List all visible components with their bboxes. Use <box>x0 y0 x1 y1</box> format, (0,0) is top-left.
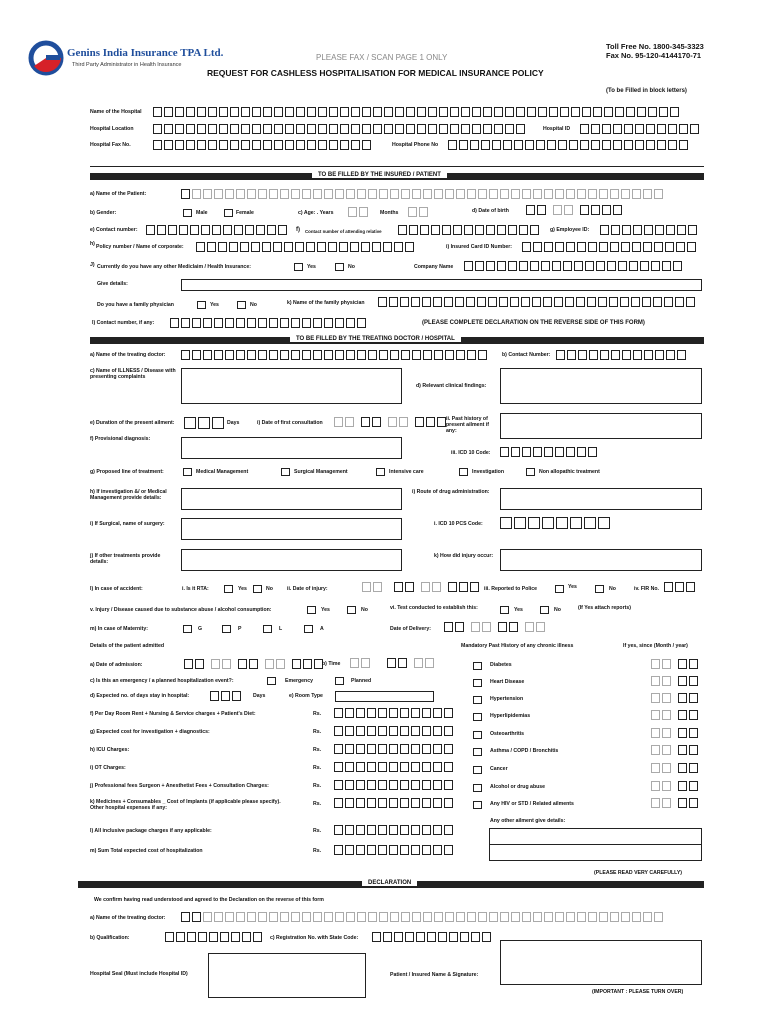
chronic-item-checkbox[interactable] <box>473 784 482 792</box>
medical-management-label: Medical Management <box>196 469 249 475</box>
doctor-contact-field[interactable] <box>556 350 688 360</box>
contact-if-any-field[interactable] <box>170 318 368 328</box>
maternity-g-label: G <box>198 626 203 632</box>
rta-yes-label: Yes <box>238 586 247 592</box>
emergency-checkbox[interactable] <box>267 677 276 685</box>
surgery-name-label: i) If Surgical, name of surgery: <box>90 521 165 527</box>
company-tagline: Third Party Administrator in Health Insurance <box>72 62 182 68</box>
investigation-details-label: h) If investigation &/ or Medical Management provide details: <box>90 489 167 501</box>
non-allopathic-label: Non allopathic treatment <box>539 469 600 475</box>
relative-contact-label: Contact number of attending relative <box>305 229 382 234</box>
icd10-label: iii. ICD 10 Code: <box>451 450 491 456</box>
other-insurance-no-checkbox[interactable] <box>335 263 344 271</box>
divider-line <box>90 166 704 167</box>
icd10-pcs-field[interactable] <box>500 517 612 529</box>
planned-label: Planned <box>351 678 372 684</box>
substance-yes-checkbox[interactable] <box>307 606 316 614</box>
dob-label: d) Date of birth <box>472 208 509 214</box>
clinical-findings-field[interactable] <box>500 368 702 404</box>
section-bar-insured <box>90 173 704 180</box>
chronic-since-field[interactable] <box>651 693 700 703</box>
admitted-details-title: Details of the patient admitted <box>90 643 165 649</box>
family-physician-name-field[interactable] <box>378 297 697 307</box>
chronic-item-checkbox[interactable] <box>473 679 482 687</box>
section-title-declaration: DECLARATION <box>362 880 417 886</box>
chronic-item-label: Diabetes <box>490 662 512 668</box>
maternity-p-checkbox[interactable] <box>222 625 231 633</box>
age-months-field[interactable] <box>408 207 430 217</box>
rta-yes-checkbox[interactable] <box>224 585 233 593</box>
date-of-injury-label: ii. Date of injury: <box>287 586 328 592</box>
injury-occur-field[interactable] <box>500 549 702 571</box>
maternity-g-checkbox[interactable] <box>183 625 192 633</box>
female-checkbox[interactable] <box>224 209 233 217</box>
duration-label: e) Duration of the present ailment: <box>90 420 175 426</box>
patient-name-label: a) Name of the Patient: <box>90 191 147 197</box>
medicines-field[interactable] <box>334 798 455 808</box>
relative-contact-field[interactable] <box>398 225 541 235</box>
rs-l: Rs. <box>313 828 322 834</box>
female-label: Female <box>236 210 254 216</box>
professional-fees-label: j) Professional fees Surgeon + Anesthetist Fees + Consultation Charges: <box>90 783 269 789</box>
chronic-title: Mandatory Past History of any chronic illness <box>461 643 574 649</box>
maternity-a-checkbox[interactable] <box>304 625 313 633</box>
family-physician-no-label: No <box>250 302 257 308</box>
delivery-date-field[interactable] <box>444 622 547 632</box>
rs-f: Rs. <box>313 711 322 717</box>
hospital-name-label: Name of the Hospital <box>90 109 142 115</box>
chronic-item-checkbox[interactable] <box>473 801 482 809</box>
chronic-item-label: Hypertension <box>490 696 524 702</box>
chronic-item-label: Hyperlipidemias <box>490 713 531 719</box>
fir-field[interactable] <box>664 582 697 592</box>
delivery-date-label: Date of Delivery: <box>390 626 431 632</box>
ot-charges-label: i) OT Charges: <box>90 765 126 771</box>
give-details-field[interactable] <box>181 279 702 291</box>
room-type-label: e) Room Type <box>289 693 323 699</box>
past-history-field[interactable] <box>500 413 702 439</box>
investigation-label: Investigation <box>472 469 504 475</box>
police-no-label: No <box>609 586 616 592</box>
rs-k: Rs. <box>313 801 322 807</box>
patient-signature-box[interactable] <box>500 940 702 985</box>
family-physician-yes-label: Yes <box>210 302 219 308</box>
drug-route-label: i) Route of drug administration: <box>412 489 490 495</box>
form-title: REQUEST FOR CASHLESS HOSPITALISATION FOR MEDICAL INSURANCE POLICY <box>207 68 544 78</box>
duration-days-label: Days <box>227 420 240 426</box>
toll-free: Toll Free No. 1800-345-3323 <box>606 42 704 51</box>
decl-doctor-name-label: a) Name of the treating doctor: <box>90 915 166 921</box>
package-charges-label: l) All inclusive package charges if any applicable: <box>90 828 212 834</box>
chronic-since-field[interactable] <box>651 676 700 686</box>
declaration-confirm-text: We confirm having read understood and agreed to the Declaration on the reverse of this form <box>94 897 324 903</box>
hospital-seal-label: Hospital Seal (Must include Hospital ID) <box>90 971 188 977</box>
injury-occur-label: k) How did injury occur: <box>434 553 494 559</box>
test-conducted-label: vi. Test conducted to establish this: <box>390 605 478 611</box>
chronic-item-label: Alcohol or drug abuse <box>490 784 546 790</box>
company-name-label: Company Name <box>414 264 454 270</box>
test-yes-checkbox[interactable] <box>500 606 509 614</box>
icu-charges-field[interactable] <box>334 744 455 754</box>
registration-field[interactable] <box>372 932 493 942</box>
hospital-location-field[interactable] <box>153 124 527 134</box>
qualification-field[interactable] <box>165 932 264 942</box>
hospital-name-field[interactable] <box>153 107 681 117</box>
other-insurance-yes-checkbox[interactable] <box>294 263 303 271</box>
company-logo <box>28 40 64 76</box>
decl-doctor-name-field[interactable] <box>181 912 665 922</box>
other-insurance-num: J) <box>90 262 95 268</box>
attach-reports-note: (If Yes attach reports) <box>578 605 631 611</box>
contact-number-label: e) Contact number: <box>90 227 138 233</box>
family-physician-name-label: k) Name of the family physician <box>287 300 365 306</box>
maternity-label: m) In case of Maternity: <box>90 626 148 632</box>
patient-signature-label: Patient / Insured Name & Signature: <box>390 972 479 978</box>
admission-time-label: b) Time <box>322 661 341 667</box>
room-rent-field[interactable] <box>334 708 455 718</box>
chronic-since-label: If yes, since (Month / year) <box>623 643 688 649</box>
chronic-item-label: Osteoarthritis <box>490 731 525 737</box>
other-treatment-label: j) If other treatments provide details: <box>90 553 161 565</box>
rs-h: Rs. <box>313 747 322 753</box>
chronic-since-field[interactable] <box>651 763 700 773</box>
room-type-field[interactable] <box>335 691 434 702</box>
test-no-checkbox[interactable] <box>540 606 549 614</box>
company-name-field[interactable] <box>464 261 684 271</box>
icd10-pcs-label: i. ICD 10 PCS Code: <box>434 521 483 527</box>
medicines-label: k) Medicines + Consumables _ Cost of Implants (if applicable please specify). Other hospital expenses if any: <box>90 799 281 811</box>
investigation-cost-field[interactable] <box>334 726 455 736</box>
emergency-label: Emergency <box>285 678 313 684</box>
ot-charges-field[interactable] <box>334 762 455 772</box>
icd10-field[interactable] <box>500 447 599 457</box>
policy-number-num: h) <box>90 241 95 247</box>
fax-note: PLEASE FAX / SCAN PAGE 1 ONLY <box>316 53 448 62</box>
past-history-label: ii. Past history of present ailment if any: <box>446 416 489 434</box>
illness-label: c) Name of ILLNESS / Disease with presenting complaints <box>90 368 176 380</box>
medical-management-checkbox[interactable] <box>183 468 192 476</box>
other-treatment-field[interactable] <box>181 549 402 571</box>
chronic-item-checkbox[interactable] <box>473 766 482 774</box>
surgery-name-field[interactable] <box>181 518 402 540</box>
package-charges-field[interactable] <box>334 825 455 835</box>
policy-number-label: Policy number / Name of corporate: <box>96 244 184 250</box>
qualification-label: b) Qualification: <box>90 935 130 941</box>
chronic-since-field[interactable] <box>651 728 700 738</box>
hospital-location-label: Hospital Location <box>90 126 134 132</box>
logo-icon <box>28 40 64 76</box>
intensive-care-checkbox[interactable] <box>376 468 385 476</box>
chronic-item-checkbox[interactable] <box>473 748 482 756</box>
rs-g: Rs. <box>313 729 322 735</box>
provisional-diagnosis-field[interactable] <box>181 437 402 459</box>
age-label: c) Age: . Years <box>298 210 334 216</box>
chronic-item-checkbox[interactable] <box>473 713 482 721</box>
first-consult-date-field[interactable] <box>334 417 448 427</box>
admission-time-field[interactable] <box>350 658 436 668</box>
test-no-label: No <box>554 607 561 613</box>
section-title-insured: TO BE FILLED BY THE INSURED / PATIENT <box>312 172 447 178</box>
block-letters-note: (To be Filled in block letters) <box>606 88 687 94</box>
chronic-since-field[interactable] <box>651 710 700 720</box>
rta-no-label: No <box>266 586 273 592</box>
police-no-checkbox[interactable] <box>595 585 604 593</box>
hospital-fax-label: Hospital Fax No. <box>90 142 131 148</box>
hospital-phone-label: Hospital Phone No <box>392 142 439 148</box>
family-physician-label: Do you have a family physician <box>97 302 174 308</box>
chronic-since-field[interactable] <box>651 781 700 791</box>
company-name: Genins India Insurance TPA Ltd. <box>67 47 224 59</box>
surgical-management-checkbox[interactable] <box>281 468 290 476</box>
registration-label: c) Registration No. with State Code: <box>270 935 359 941</box>
maternity-l-checkbox[interactable] <box>263 625 272 633</box>
chronic-since-field[interactable] <box>651 798 700 808</box>
doctor-contact-label: b) Contact Number: <box>502 352 551 358</box>
chronic-item-label: Cancer <box>490 766 508 772</box>
date-of-injury-field[interactable] <box>362 582 481 592</box>
expected-days-label: d) Expected no. of days stay in hospital: <box>90 693 190 699</box>
provisional-diagnosis-label: f) Provisional diagnosis: <box>90 436 151 442</box>
policy-number-field[interactable] <box>196 242 416 252</box>
non-allopathic-checkbox[interactable] <box>526 468 535 476</box>
important-turn-over: (IMPORTANT : PLEASE TURN OVER) <box>592 989 684 995</box>
fir-label: iv. FIR No. <box>634 586 659 592</box>
family-physician-no-checkbox[interactable] <box>237 301 246 309</box>
section-bar-declaration <box>78 881 704 888</box>
contact-number-field[interactable] <box>146 225 289 235</box>
maternity-p-label: P <box>238 626 242 632</box>
substance-yes-label: Yes <box>321 607 330 613</box>
other-ailment-divider <box>489 844 702 845</box>
chronic-item-label: Any HIV or STD / Related ailments <box>490 801 574 807</box>
rs-i: Rs. <box>313 765 322 771</box>
is-rta-label: i. Is it RTA: <box>182 586 209 592</box>
room-rent-label: f) Per Day Room Rent + Nursing & Service charges + Patient's Diet: <box>90 711 256 717</box>
police-yes-checkbox[interactable] <box>555 585 564 593</box>
expected-days-unit: Days <box>253 693 266 699</box>
expected-days-field[interactable] <box>210 691 243 701</box>
professional-fees-field[interactable] <box>334 780 455 790</box>
first-consult-label: i) Date of first consultation <box>257 420 323 426</box>
hospital-phone-field[interactable] <box>448 140 690 150</box>
chronic-item-checkbox[interactable] <box>473 696 482 704</box>
contact-if-any-label: l) Contact number, if any: <box>92 320 155 326</box>
test-yes-label: Yes <box>514 607 523 613</box>
male-checkbox[interactable] <box>183 209 192 217</box>
investigation-cost-label: g) Expected cost for investigation + diagnostics: <box>90 729 210 735</box>
sum-total-field[interactable] <box>334 845 455 855</box>
treatment-line-label: g) Proposed line of treatment: <box>90 469 164 475</box>
other-ailment-label: Any other ailment give details: <box>490 818 566 824</box>
sum-total-label: m) Sum Total expected cost of hospitalization <box>90 848 203 854</box>
employee-id-field[interactable] <box>600 225 699 235</box>
maternity-l-label: L <box>279 626 283 632</box>
clinical-findings-label: d) Relevant clinical findings: <box>416 383 487 389</box>
admission-date-field[interactable] <box>184 659 325 669</box>
declaration-note: (PLEASE COMPLETE DECLARATION ON THE REVERSE SIDE OF THIS FORM) <box>422 320 645 326</box>
rta-no-checkbox[interactable] <box>253 585 262 593</box>
give-details-label: Give details: <box>97 281 128 287</box>
dob-field[interactable] <box>526 205 624 215</box>
patient-name-field[interactable] <box>181 189 665 199</box>
hospital-id-field[interactable] <box>580 124 701 134</box>
months-label: Months <box>380 210 399 216</box>
investigation-checkbox[interactable] <box>459 468 468 476</box>
insured-card-id-field[interactable] <box>522 242 698 252</box>
chronic-item-checkbox[interactable] <box>473 662 482 670</box>
chronic-since-field[interactable] <box>651 659 700 669</box>
doctor-name-label: a) Name of the treating doctor: <box>90 352 166 358</box>
planned-checkbox[interactable] <box>335 677 344 685</box>
chronic-item-checkbox[interactable] <box>473 731 482 739</box>
insured-card-id-label: i) Insured Card ID Number: <box>446 244 513 250</box>
surgical-management-label: Surgical Management <box>294 469 348 475</box>
admission-date-label: a) Date of admission: <box>90 662 143 668</box>
substance-no-checkbox[interactable] <box>347 606 356 614</box>
section-title-doctor: TO BE FILLED BY THE TREATING DOCTOR / HOSPITAL <box>290 336 461 342</box>
investigation-details-field[interactable] <box>181 488 402 510</box>
substance-no-label: No <box>361 607 368 613</box>
rs-j: Rs. <box>313 783 322 789</box>
chronic-item-label: Heart Disease <box>490 679 525 685</box>
relative-contact-num: f) <box>296 227 300 233</box>
chronic-since-field[interactable] <box>651 745 700 755</box>
icu-charges-label: h) ICU Charges: <box>90 747 130 753</box>
police-yes-label: Yes <box>568 584 577 590</box>
duration-field[interactable] <box>184 417 226 429</box>
accident-label: l) In case of accident: <box>90 586 143 592</box>
read-carefully-note: (PLEASE READ VERY CAREFULLY) <box>594 870 683 876</box>
maternity-a-label: A <box>320 626 324 632</box>
chronic-item-label: Asthma / COPD / Bronchitis <box>490 748 559 754</box>
emergency-planned-label: c) Is this an emergency / a planned hospitalization event?: <box>90 678 234 684</box>
hospital-id-label: Hospital ID <box>543 126 571 132</box>
other-insurance-yes-label: Yes <box>307 264 316 270</box>
section-bar-doctor <box>90 337 704 344</box>
family-physician-yes-checkbox[interactable] <box>197 301 206 309</box>
other-insurance-label: Currently do you have any other Mediclaim / Health Insurance: <box>97 264 251 270</box>
male-label: Male <box>196 210 208 216</box>
reported-police-label: iii. Reported to Police <box>484 586 538 592</box>
illness-field[interactable] <box>181 368 402 404</box>
other-insurance-no-label: No <box>348 264 355 270</box>
fax-number: Fax No. 95-120-4144170-71 <box>606 51 702 60</box>
substance-abuse-label: v. Injury / Disease caused due to substance abuse / alcohol consumption: <box>90 607 272 613</box>
rs-m: Rs. <box>313 848 322 854</box>
hospital-seal-box[interactable] <box>208 953 366 998</box>
employee-id-label: g) Employee ID: <box>550 227 590 233</box>
doctor-name-field[interactable] <box>181 350 489 360</box>
hospital-fax-field[interactable] <box>153 140 373 150</box>
drug-route-field[interactable] <box>500 488 702 510</box>
age-years-field[interactable] <box>348 207 370 217</box>
intensive-care-label: Intensive care <box>389 469 424 475</box>
gender-label: b) Gender: <box>90 210 117 216</box>
